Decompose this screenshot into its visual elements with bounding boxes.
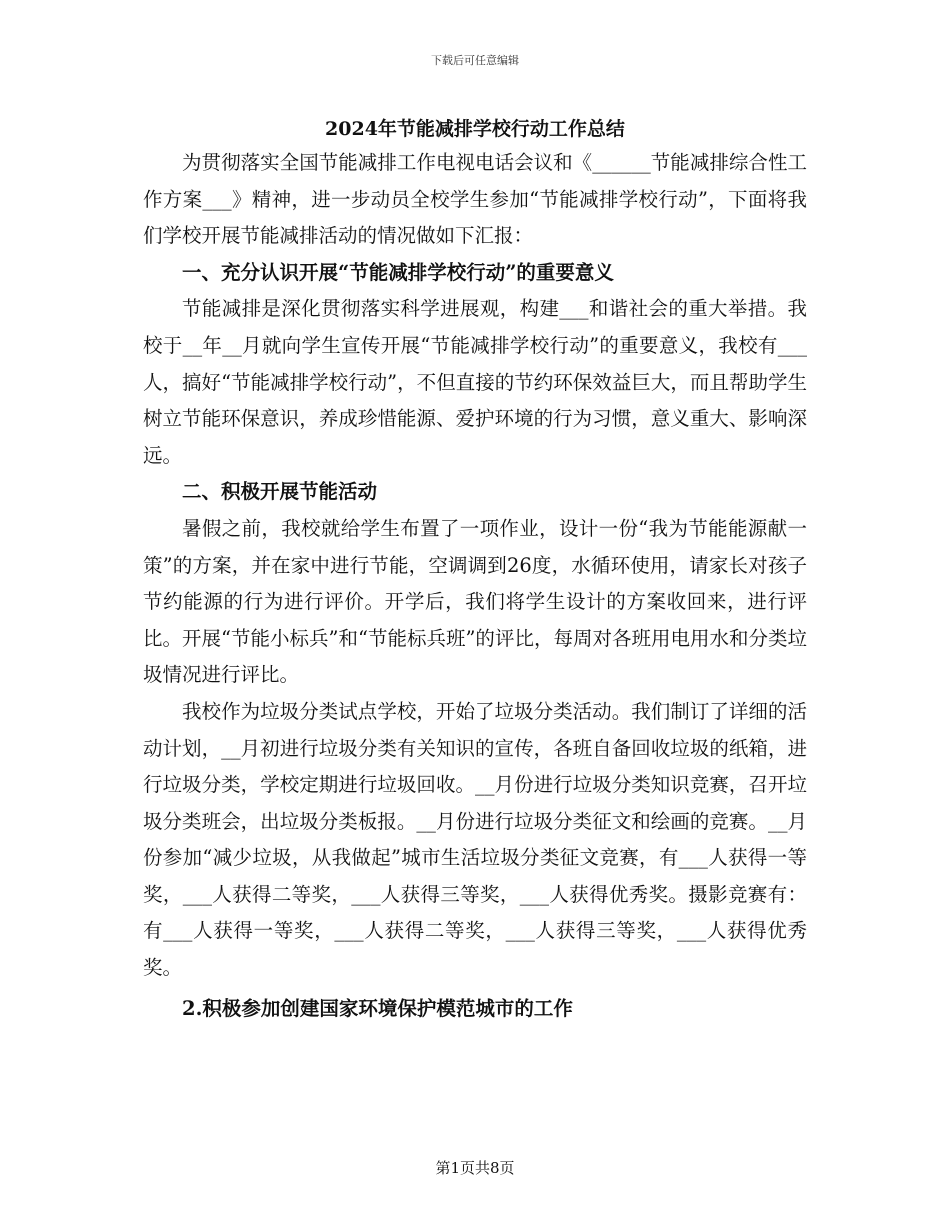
- subsection-heading-2: 2.积极参加创建国家环境保护模范城市的工作: [182, 996, 573, 1020]
- section-1-paragraph: 节能减排是深化贯彻落实科学进展观，构建___和谐社会的重大举措。我校于__年__月就向学生宣传开展“节能减排学校行动”的重要意义，我校有___人，搞好“节能减排学校行动”，不但直接的节约环保效益巨大，而且帮助学生树立节能环保意识，养成珍惜能源、爱护环境的行为习惯，意义重大、影响深远。: [143, 297, 807, 467]
- section-2-paragraph-2: 我校作为垃圾分类试点学校，开始了垃圾分类活动。我们制订了详细的活动计划，__月初进行垃圾分类有关知识的宣传，各班自备回收垃圾的纸箱，进行垃圾分类，学校定期进行垃圾回收。__月份进行垃圾分类知识竞赛，召开垃圾分类班会，出垃圾分类板报。__月份进行垃圾分类征文和绘画的竞赛。__月份参加“减少垃圾，从我做起”城市生活垃圾分类征文竞赛，有___人获得一等奖，___人获得二等奖，___人获得三等奖，___人获得优秀奖。摄影竞赛有：有___人获得一等奖，___人获得二等奖，___人获得三等奖，___人获得优秀奖。: [143, 699, 807, 980]
- section-2-paragraph-1: 暑假之前，我校就给学生布置了一项作业，设计一份“我为节能能源献一策”的方案，并在家中进行节能，空调调到26度，水循环使用，请家长对孩子节约能源的行为进行评价。开学后，我们将学生设计的方案收回来，进行评比。开展“节能小标兵”和“节能标兵班”的评比，每周对各班用电用水和分类垃圾情况进行评比。: [143, 516, 807, 687]
- intro-paragraph: 为贯彻落实全国节能减排工作电视电话会议和《______节能减排综合性工作方案___》精神，进一步动员全校学生参加“节能减排学校行动”，下面将我们学校开展节能减排活动的情况做如下汇报：: [143, 151, 807, 248]
- document-title: 2024年节能减排学校行动工作总结: [325, 118, 625, 140]
- section-heading-2: 二、积极开展节能活动: [182, 480, 378, 504]
- page-number: 第1页共8页: [435, 1159, 515, 1177]
- document-body: [143, 145, 807, 1027]
- header-note: 下载后可任意编辑: [431, 54, 519, 67]
- section-heading-1: 一、充分认识开展“节能减排学校行动”的重要意义: [182, 260, 614, 284]
